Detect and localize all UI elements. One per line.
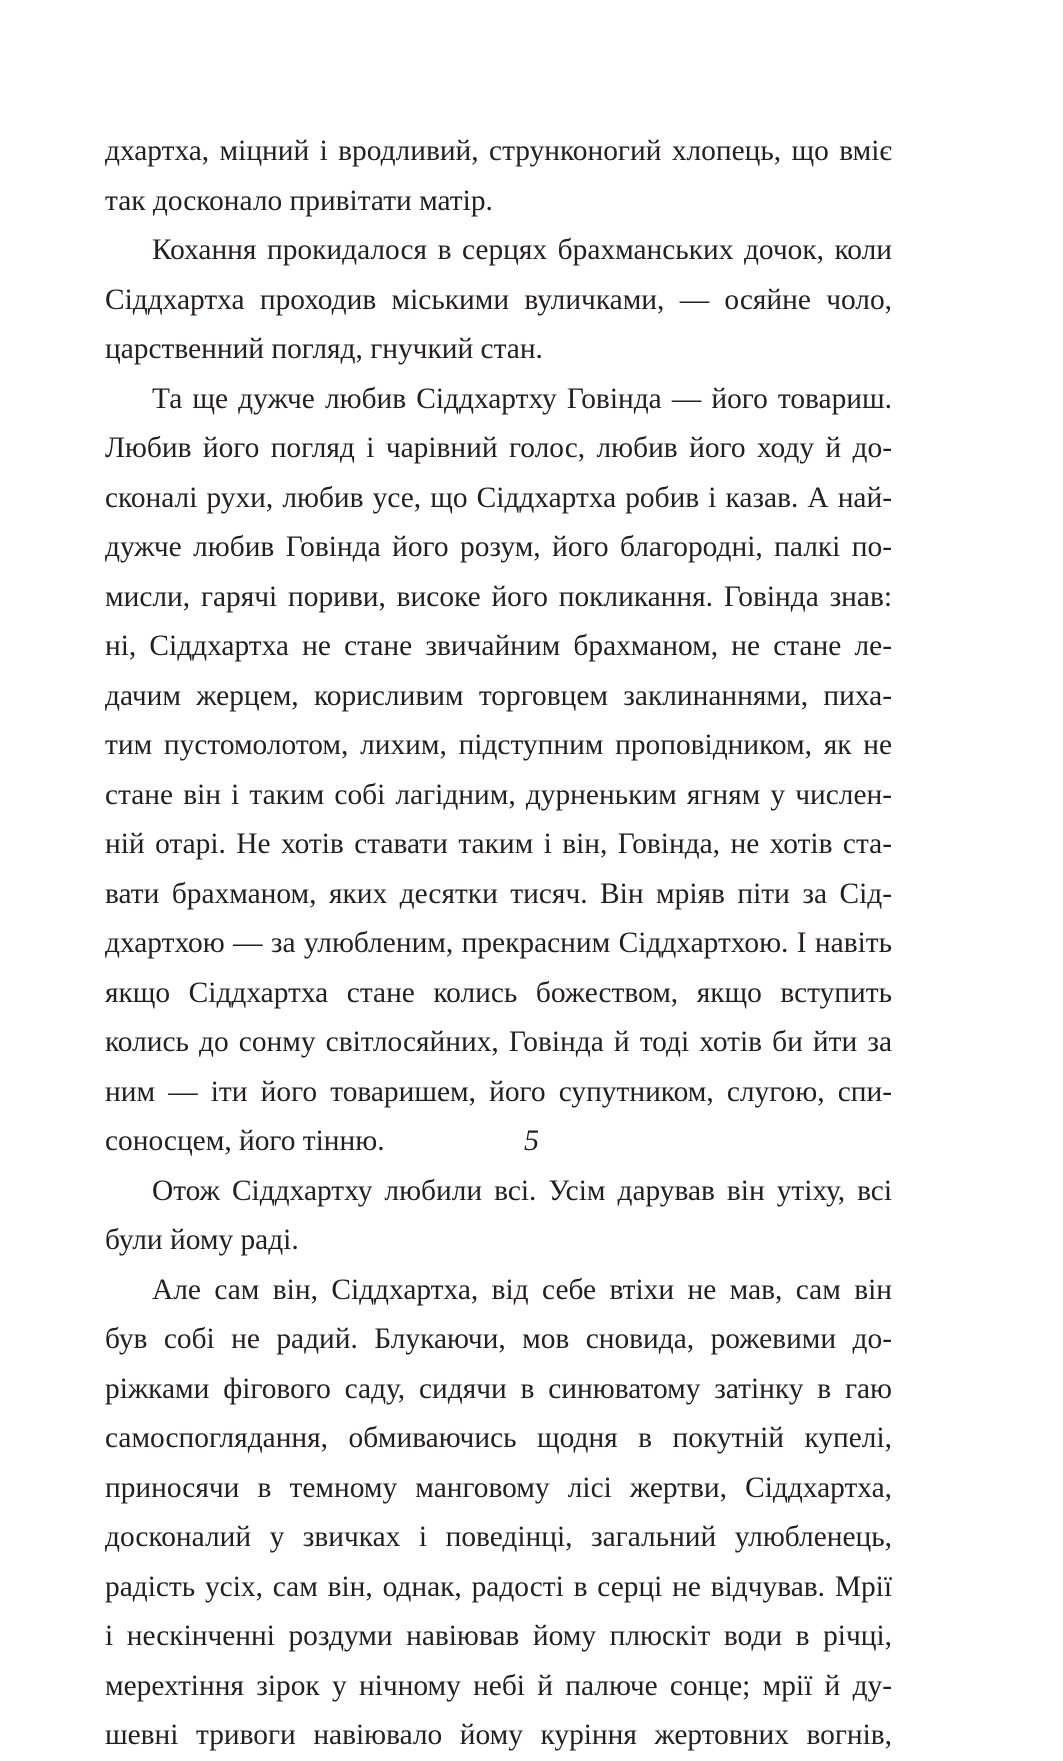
text-line: досконалий у звичках і поведінці, загальний улюбленець, — [105, 1521, 892, 1553]
text-line: дхартхою — за улюбленим, прекрасним Сіддхартхою. І навіть — [105, 927, 892, 959]
text-line: Любив його погляд і чарівний голос, любив його ходу й до- — [105, 432, 892, 464]
text-line: мерехтіння зірок у нічному небі й палюче сонце; мрії й ду- — [105, 1669, 892, 1702]
text-line: мисли, гарячі пориви, високе його покликання. Говінда знав: — [105, 580, 892, 613]
page-number: 5 — [524, 1124, 539, 1157]
text-line: тим пустомолотом, лихим, підступним проповідником, як не — [105, 729, 892, 761]
text-line: вати брахманом, яких десятки тисяч. Він мріяв піти за Сід- — [105, 877, 892, 910]
text-line: так досконало привітати матір. — [105, 184, 493, 217]
text-line: був собі не радий. Блукаючи, мов сновида, рожевими до- — [105, 1323, 892, 1355]
text-line: Отож Сіддхартху любили всі. Усім дарував він утіху, всі — [152, 1174, 892, 1207]
text-line: Кохання прокидалося в серцях брахманських дочок, коли — [152, 234, 892, 266]
text-line: дужче любив Говінда його розум, його благородні, палкі по- — [105, 531, 892, 563]
body-text — [105, 127, 892, 1761]
text-line: сконалі рухи, любив усе, що Сіддхартха робив і казав. А най- — [105, 481, 892, 514]
text-line: ріжками фігового саду, сидячи в синюватому затінку в гаю — [105, 1372, 892, 1405]
text-line: Та ще дужче любив Сіддхартху Говінда — його товариш. — [152, 382, 892, 415]
text-line: Але сам він, Сіддхартха, від себе втіхи не мав, сам він — [152, 1273, 892, 1306]
text-line: шевні тривоги навіювало йому куріння жертовних вогнів, — [105, 1719, 892, 1751]
text-line: стане він і таким собі лагідним, дурненьким ягням у числен- — [105, 778, 892, 811]
text-line: Сіддхартха проходив міськими вуличками, — осяйне чоло, — [105, 283, 892, 316]
text-line: радість усіх, сам він, однак, радості в серці не відчував. Мрії — [105, 1570, 892, 1603]
text-line: дачим жерцем, корисливим торговцем заклинаннями, пиха- — [105, 679, 892, 712]
text-line: царственний погляд, гнучкий стан. — [105, 333, 543, 365]
text-line: якщо Сіддхартха стане колись божеством, якщо вступить — [105, 976, 892, 1009]
text-line: самоспоглядання, обмиваючись щодня в покутній купелі, — [105, 1422, 892, 1454]
text-line: дхартха, міцний і вродливий, струнконогий хлопець, що вміє — [105, 135, 892, 167]
text-line: і нескінченні роздуми навіював йому плюскіт води в річці, — [105, 1620, 892, 1652]
text-line: соносцем, його тінню. — [105, 1125, 385, 1157]
text-line: були йому раді. — [105, 1224, 299, 1256]
text-line: приносячи в темному манговому лісі жертви, Сіддхартха, — [105, 1471, 892, 1504]
text-line: колись до сонму світлосяйних, Говінда й тоді хотів би йти за — [105, 1026, 892, 1058]
text-line: ним — іти його товаришем, його супутником, слугою, спи- — [105, 1075, 892, 1108]
text-line: ній отарі. Не хотів ставати таким і він, Говінда, не хотів ста- — [105, 828, 892, 860]
text-line: ні, Сіддхартха не стане звичайним брахманом, не стане ле- — [105, 630, 892, 662]
